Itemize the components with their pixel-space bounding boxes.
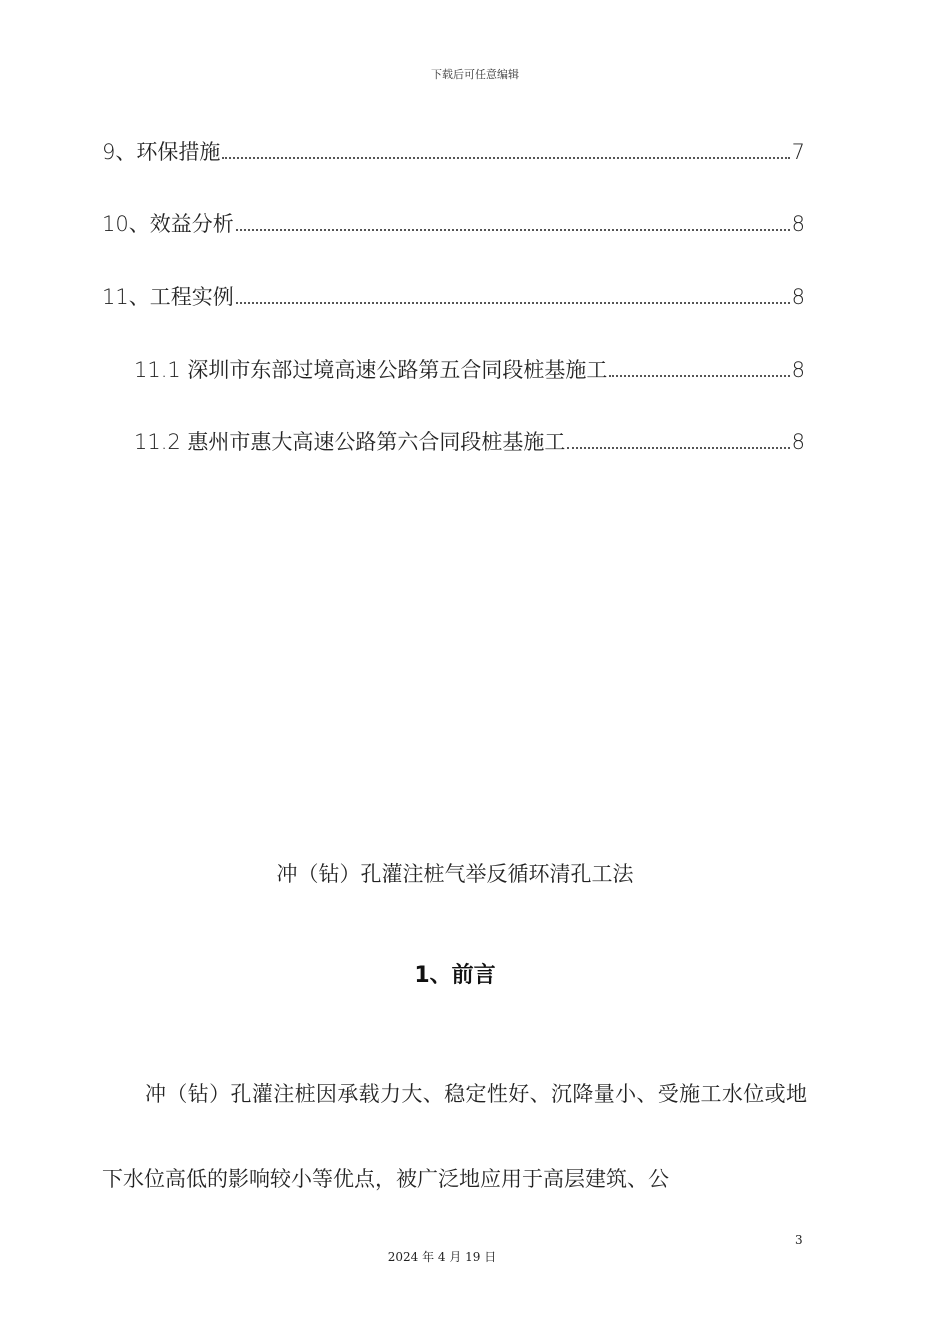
toc-dot-leader [236,302,790,304]
toc-entry-page: 8 [791,430,805,454]
toc-entry-page: 8 [791,285,805,309]
page-number: 3 [795,1233,803,1247]
toc-entry-title: 10、效益分析 [102,212,234,236]
toc-dot-leader [236,229,790,231]
toc-entry-title: 11、工程实例 [102,285,234,309]
toc-subentry[interactable] [134,428,805,456]
toc-dot-leader [567,447,789,449]
toc-entry[interactable] [102,283,805,311]
page-footer-date: 2024 年 4 月 19 日 [387,1250,497,1264]
toc-entry-title: 11.1 深圳市东部过境高速公路第五合同段桩基施工 [134,358,608,382]
toc-entry[interactable] [102,210,805,238]
body-paragraph: 冲（钻）孔灌注桩因承载力大、稳定性好、沉降量小、受施工水位或地下水位高低的影响较小等优点，被广泛地应用于高层建筑、公 [102,1082,807,1191]
page-header: 下载后可任意编辑 [431,68,519,81]
toc-dot-leader [609,375,789,377]
toc-entry[interactable] [102,138,805,166]
section-heading: 1、前言 [414,963,496,988]
toc-entry-title: 11.2 惠州市惠大高速公路第六合同段桩基施工 [134,430,566,454]
toc-entry-page: 8 [791,358,805,382]
toc-entry-page: 8 [791,212,805,236]
toc-entry-title: 9、环保措施 [102,140,221,164]
toc-entry-page: 7 [791,140,805,164]
document-title: 冲（钻）孔灌注桩气举反循环清孔工法 [276,862,634,886]
toc-subentry[interactable] [134,356,805,384]
toc-dot-leader [222,157,789,159]
